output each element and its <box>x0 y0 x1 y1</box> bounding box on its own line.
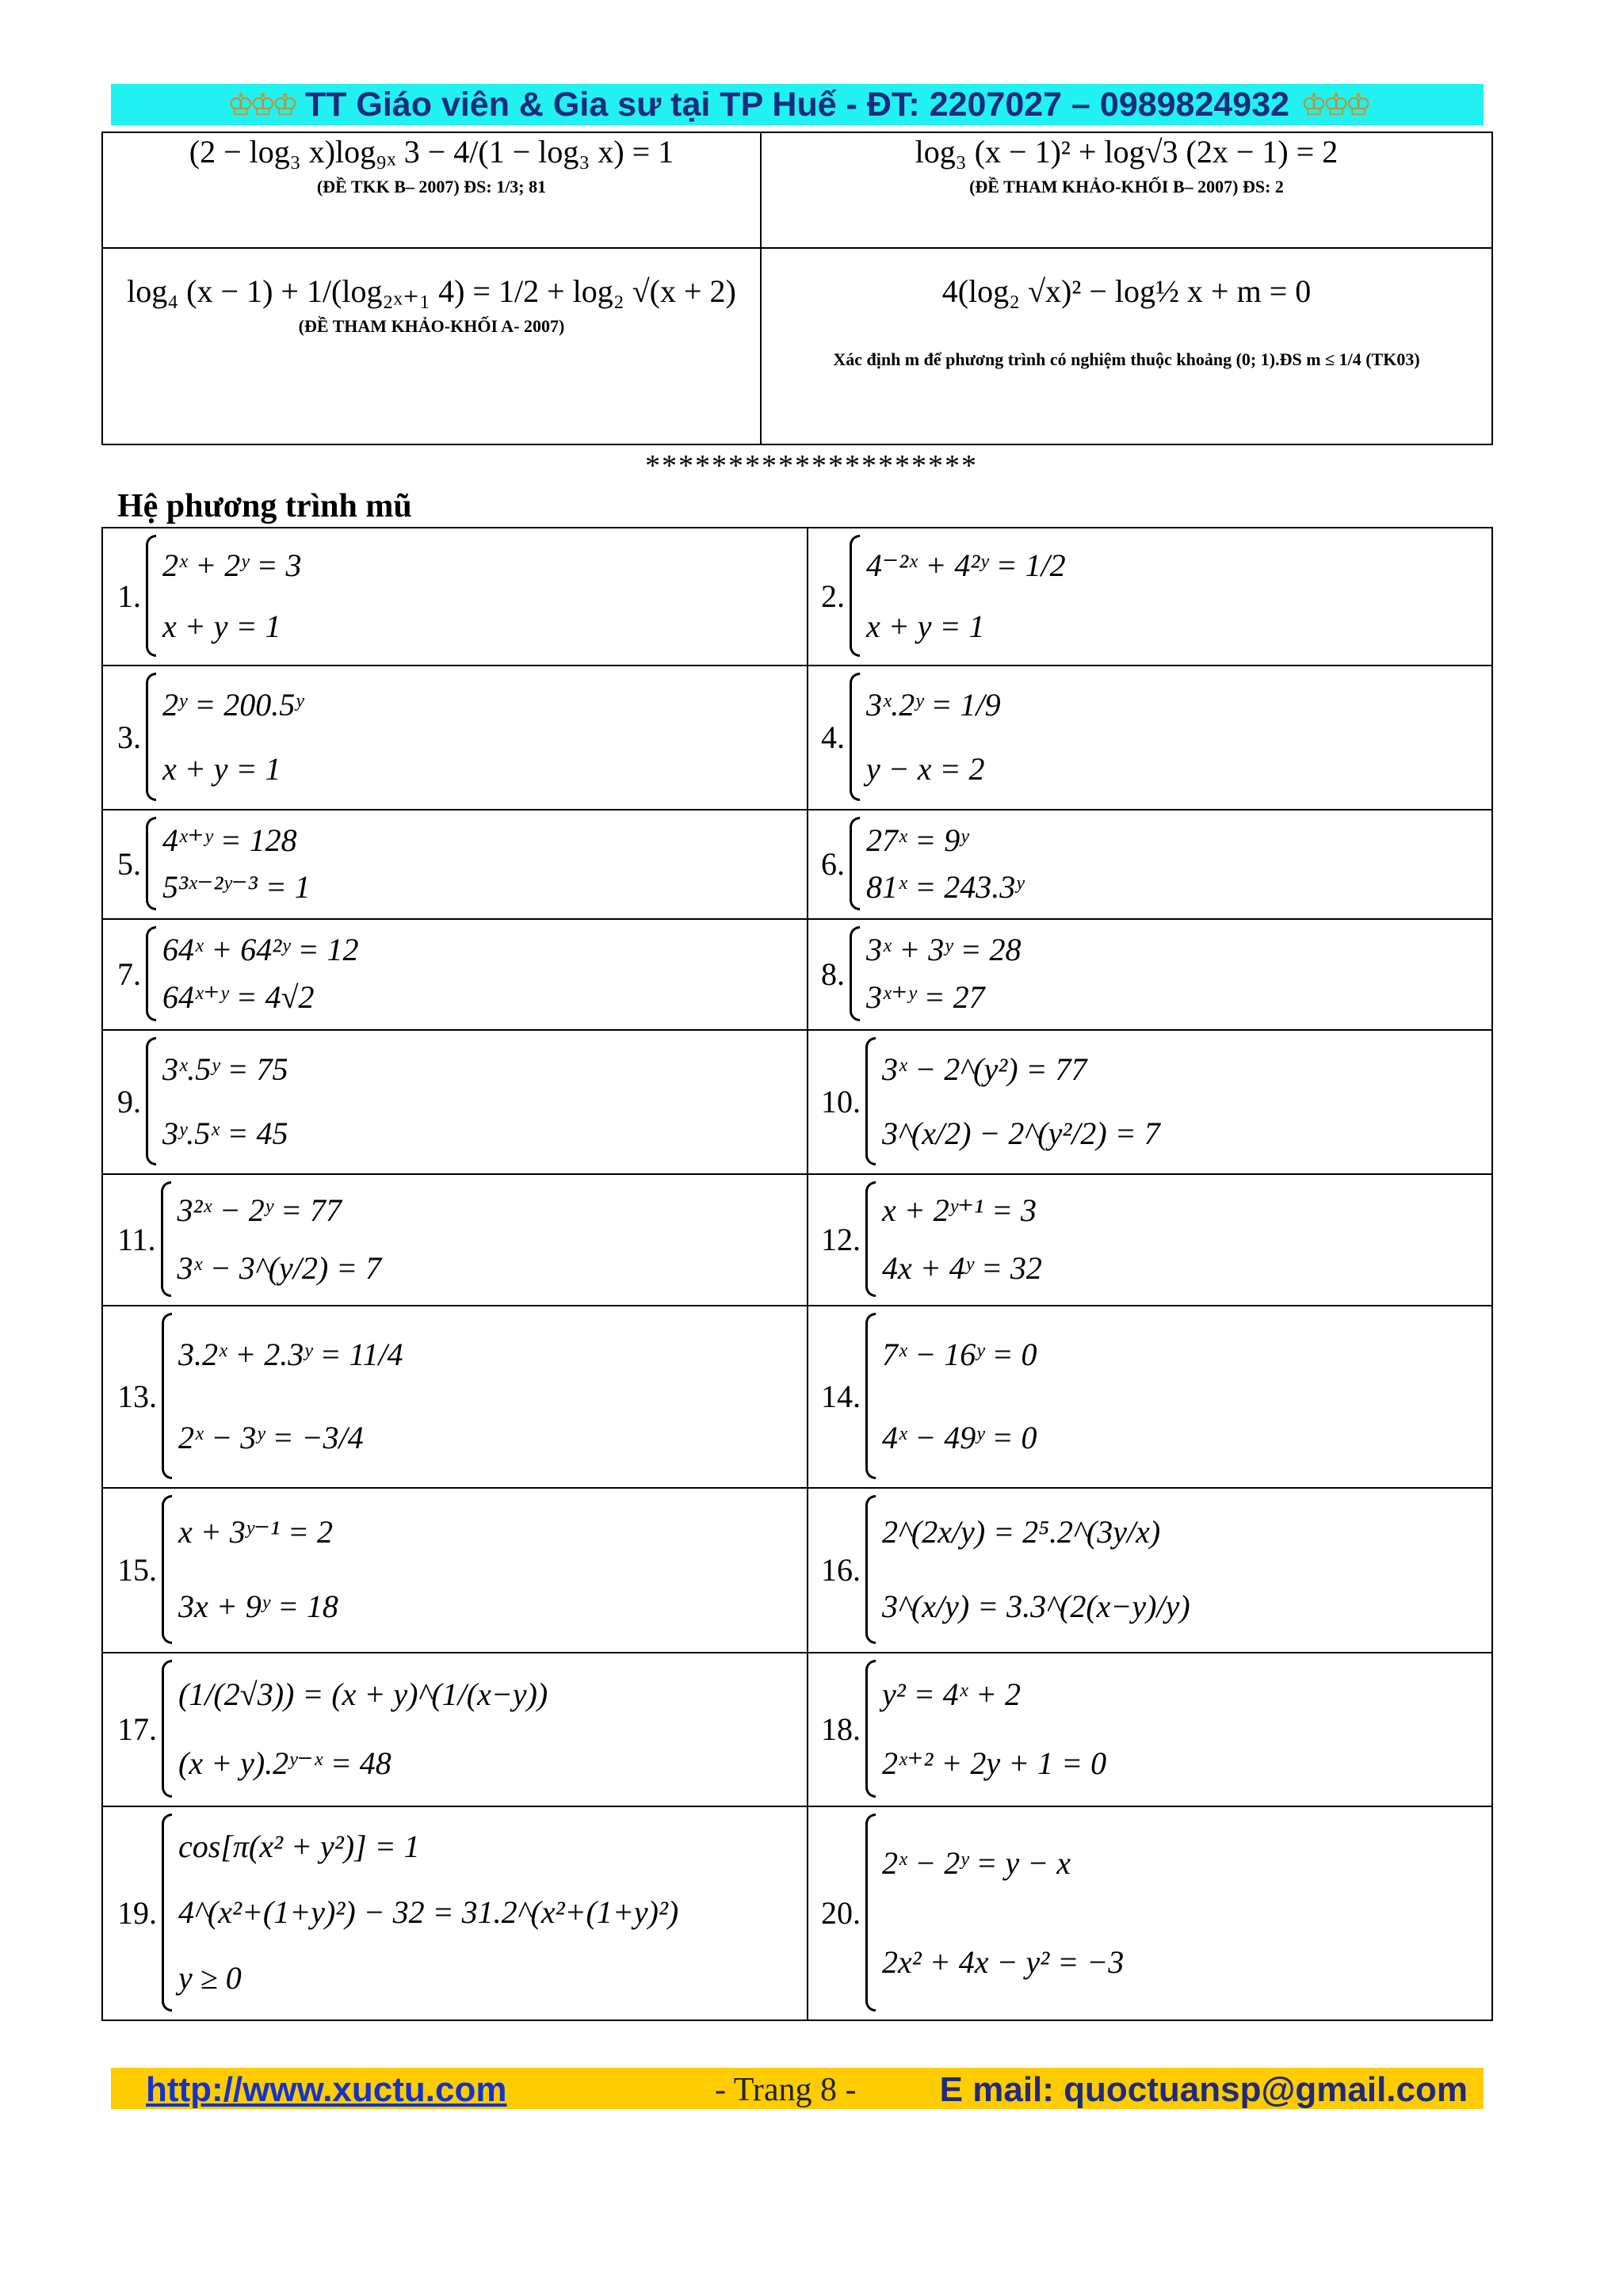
system-9 <box>117 1037 288 1165</box>
system-equation-line: y ≥ 0 <box>178 1960 242 1997</box>
system-equation-line: x + y = 1 <box>866 608 985 644</box>
system-number: 2. <box>821 578 845 614</box>
system-equation-line: y² = 4ˣ + 2 <box>882 1676 1022 1712</box>
system-equation-line: 7ˣ − 16ʸ = 0 <box>882 1336 1037 1372</box>
brace-icon <box>146 817 156 910</box>
log-cell-1 <box>102 132 761 248</box>
system-equation-line: x + y = 1 <box>162 750 281 787</box>
system-10 <box>821 1037 1160 1165</box>
system-equations <box>866 817 1023 910</box>
system-number: 17. <box>117 1711 157 1747</box>
system-equations <box>162 673 303 801</box>
log-equation-3: log₄ (x − 1) + 1/(log₂ₓ₊₁ 4) = 1/2 + log₂ √(x + 2) <box>127 273 736 309</box>
brace-icon <box>162 1814 172 2012</box>
log-equation-2: log₃ (x − 1)² + log√3 (2x − 1) = 2 <box>915 134 1338 170</box>
system-number: 3. <box>117 719 141 755</box>
system-equation-line: 4^(x²+(1+y)²) − 32 = 31.2^(x²+(1+y)²) <box>178 1894 679 1930</box>
system-equation-line: 2x² + 4x − y² = −3 <box>882 1943 1125 1980</box>
system-11 <box>117 1181 381 1297</box>
section-title: Hệ phương trình mũ <box>117 488 412 524</box>
system-5 <box>117 817 311 910</box>
system-number: 5. <box>117 845 141 882</box>
log-equation-table <box>101 132 1493 445</box>
system-equation-line: 81ˣ = 243.3ʸ <box>866 868 1024 905</box>
system-equations <box>178 1660 548 1798</box>
brace-icon <box>162 1660 172 1798</box>
system-equations <box>162 1037 288 1165</box>
system-number: 18. <box>821 1711 861 1747</box>
system-equation-line: 64ˣ + 64²ʸ = 12 <box>162 932 359 967</box>
system-equation-line: 4x + 4ʸ = 32 <box>882 1249 1042 1286</box>
brace-icon <box>865 1660 876 1798</box>
system-equation-line: 3ˣ + 3ʸ = 28 <box>866 932 1022 967</box>
brace-icon <box>850 535 860 657</box>
system-equations <box>162 535 301 657</box>
system-equation-line: 4⁻²ˣ + 4²ʸ = 1/2 <box>866 547 1066 583</box>
system-equation-line: 3^(x/2) − 2^(y²/2) = 7 <box>882 1115 1160 1151</box>
system-equations <box>866 673 1001 801</box>
system-number: 10. <box>821 1083 861 1119</box>
log-cell-2 <box>761 132 1492 248</box>
log-note-3: (ĐỀ THAM KHẢO-KHỐI A- 2007) <box>298 316 565 336</box>
brace-icon <box>162 1313 172 1479</box>
system-equations <box>882 1660 1106 1798</box>
system-equation-line: x + 2ʸ⁺¹ = 3 <box>882 1192 1037 1228</box>
brace-icon <box>146 1037 156 1165</box>
system-equation-line: x + 3ʸ⁻¹ = 2 <box>178 1514 334 1550</box>
system-equations <box>882 1313 1037 1479</box>
system-number: 16. <box>821 1551 861 1588</box>
system-equation-line: 4ˣ − 49ʸ = 0 <box>882 1419 1037 1455</box>
system-17 <box>117 1660 548 1798</box>
brace-icon <box>865 1313 876 1479</box>
system-number: 15. <box>117 1551 157 1588</box>
system-equations <box>162 817 311 910</box>
separator-stars: ******************** <box>645 449 978 482</box>
system-19 <box>117 1814 678 2012</box>
system-equations <box>178 1814 678 2012</box>
system-equation-line: (1/(2√3)) = (x + y)^(1/(x−y)) <box>178 1676 548 1712</box>
header-text: TT Giáo viên & Gia sư tại TP Huế - ĐT: 2207027 – 0989824932 <box>304 85 1290 124</box>
page-header-banner <box>111 84 1484 125</box>
brace-icon <box>146 535 156 657</box>
system-15 <box>117 1495 338 1644</box>
system-number: 20. <box>821 1894 861 1931</box>
system-equation-line: 3x + 9ʸ = 18 <box>178 1589 338 1624</box>
system-equations <box>866 535 1066 657</box>
system-2 <box>821 535 1066 657</box>
system-equations <box>178 1181 382 1297</box>
system-equation-line: x + y = 1 <box>162 608 281 644</box>
system-number: 12. <box>821 1221 861 1257</box>
brace-icon <box>161 1181 171 1297</box>
website-link[interactable]: http://www.xuctu.com <box>146 2070 507 2109</box>
system-equation-line: 3^(x/y) = 3.3^(2(x−y)/y) <box>882 1589 1190 1624</box>
log-note-4: Xác định m để phương trình có nghiệm thuộc khoảng (0; 1).ĐS m ≤ 1/4 (TK03) <box>833 349 1420 369</box>
system-13 <box>117 1313 403 1479</box>
brace-icon <box>146 673 156 801</box>
system-3 <box>117 673 303 801</box>
page-number: - Trang 8 - <box>715 2072 857 2108</box>
brace-icon <box>865 1495 876 1644</box>
system-7 <box>117 926 358 1021</box>
system-8 <box>821 926 1021 1021</box>
system-equation-line: 2ʸ = 200.5ʸ <box>162 686 304 723</box>
system-equation-line: 3.2ˣ + 2.3ʸ = 11/4 <box>178 1336 403 1372</box>
system-equation-line: 3ˣ.2ʸ = 1/9 <box>866 686 1001 723</box>
system-equation-line: 64ˣ⁺ʸ = 4√2 <box>162 979 315 1015</box>
system-number: 19. <box>117 1894 157 1931</box>
system-equation-line: 2ˣ − 2ʸ = y − x <box>882 1844 1071 1881</box>
brace-icon <box>146 926 156 1021</box>
brace-icon <box>850 926 860 1021</box>
system-20 <box>821 1814 1124 2012</box>
system-equation-line: 3ʸ.5ˣ = 45 <box>162 1115 288 1151</box>
system-equation-line: 3ˣ.5ʸ = 75 <box>162 1051 288 1087</box>
system-number: 4. <box>821 719 845 755</box>
log-note-1: (ĐỀ TKK B– 2007) ĐS: 1/3; 81 <box>316 177 547 196</box>
system-equations <box>866 926 1021 1021</box>
system-18 <box>821 1660 1106 1798</box>
system-number: 8. <box>821 955 845 992</box>
log-note-2: (ĐỀ THAM KHẢO-KHỐI B– 2007) ĐS: 2 <box>969 177 1284 196</box>
system-16 <box>821 1495 1190 1644</box>
system-number: 14. <box>821 1378 861 1414</box>
system-1 <box>117 535 301 657</box>
brace-icon <box>865 1181 876 1297</box>
system-number: 7. <box>117 955 141 992</box>
system-4 <box>821 673 1001 801</box>
system-14 <box>821 1313 1037 1479</box>
system-12 <box>821 1181 1042 1297</box>
system-equation-line: (x + y).2ʸ⁻ˣ = 48 <box>178 1745 391 1781</box>
log-cell-4 <box>761 248 1492 444</box>
system-number: 1. <box>117 578 141 614</box>
system-equations <box>162 926 358 1021</box>
page-footer-bar <box>111 2068 1484 2109</box>
brace-icon <box>850 817 860 910</box>
system-equations <box>178 1495 338 1644</box>
system-6 <box>821 817 1023 910</box>
brace-icon <box>865 1814 876 2012</box>
system-equation-line: 4ˣ⁺ʸ = 128 <box>162 822 297 858</box>
system-equation-line: 27ˣ = 9ʸ <box>866 822 968 858</box>
crown-ornament-icon: ♔♔♔ <box>1300 88 1368 122</box>
system-equation-line: 3²ˣ − 2ʸ = 77 <box>177 1192 342 1228</box>
system-number: 11. <box>117 1221 156 1257</box>
system-number: 13. <box>117 1378 157 1414</box>
system-equations <box>882 1181 1042 1297</box>
system-number: 6. <box>821 845 845 882</box>
system-equation-line: 2ˣ − 3ʸ = −3/4 <box>178 1419 364 1455</box>
system-equation-line: 5³ˣ⁻²ʸ⁻³ = 1 <box>162 868 311 905</box>
system-equation-line: 3ˣ − 3^(y/2) = 7 <box>177 1249 382 1286</box>
system-equation-line: 2ˣ + 2ʸ = 3 <box>162 547 302 583</box>
log-cell-3 <box>102 248 761 444</box>
log-equation-4: 4(log₂ √x)² − log½ x + m = 0 <box>941 273 1312 309</box>
log-equation-1: (2 − log₃ x)log₉ₓ 3 − 4/(1 − log₃ x) = 1 <box>189 134 674 170</box>
system-equation-line: 2^(2x/y) = 2⁵.2^(3y/x) <box>882 1514 1161 1550</box>
system-equations <box>882 1037 1160 1165</box>
system-equation-line: 3ˣ − 2^(y²) = 77 <box>882 1051 1087 1087</box>
brace-icon <box>850 673 860 801</box>
system-equations <box>882 1495 1190 1644</box>
system-equation-line: 2ˣ⁺² + 2y + 1 = 0 <box>882 1745 1107 1781</box>
brace-icon <box>865 1037 876 1165</box>
crown-ornament-icon: ♔♔♔ <box>227 88 294 122</box>
email-contact: E mail: quoctuansp@gmail.com <box>939 2070 1468 2109</box>
system-equations <box>178 1313 403 1479</box>
system-equations <box>882 1814 1124 2012</box>
brace-icon <box>162 1495 172 1644</box>
system-equation-line: cos[π(x² + y²)] = 1 <box>178 1828 420 1864</box>
system-equation-line: 3ˣ⁺ʸ = 27 <box>866 979 985 1015</box>
system-equation-line: y − x = 2 <box>866 750 985 787</box>
system-number: 9. <box>117 1083 141 1119</box>
